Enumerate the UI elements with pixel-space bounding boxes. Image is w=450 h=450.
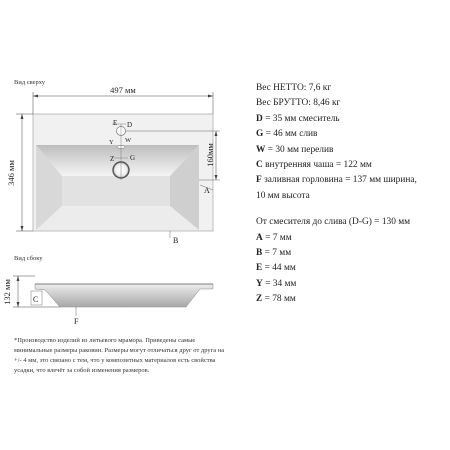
top-view [16,92,220,238]
measure-e-key: E [256,263,263,274]
spec-c-text: внутренняя чаша = 122 мм [262,160,372,171]
footnote-line-3: +/- 4 мм, это связано с тем, что у композитных материалов есть свойства [14,357,216,364]
spec-g [256,127,446,142]
spec-d [256,112,446,127]
spec-g-key: G [256,129,264,140]
spec-c [256,158,446,173]
measure-z-key: Z [256,294,263,305]
measure-z [256,292,446,307]
faucet-label: 160мм [205,143,215,167]
side-view-label: Вид сбоку [14,255,43,262]
footnote [14,336,304,376]
spec-w [256,143,446,158]
spec-d-text: = 35 мм смеситель [262,113,340,124]
measure-e [256,261,446,276]
spec-f-key: F [256,175,262,186]
letter-a: A [204,186,210,195]
width-label: 497 мм [110,85,136,95]
measure-b [256,246,446,261]
letter-c: C [33,295,39,304]
spec-f-text: заливная горловина = 137 мм ширина, [261,175,417,186]
depth-label: 346 мм [6,160,16,186]
spec-g-text: = 46 мм слив [263,129,318,140]
side-view [13,276,213,316]
spec-f [256,173,446,188]
side-profile [35,284,213,307]
letter-z: Z [110,155,115,163]
letter-d: D [127,121,133,129]
spec-w-text: = 30 мм перелив [265,144,334,155]
measure-e-text: = 44 мм [262,263,296,274]
spec-w-key: W [256,144,266,155]
footnote-line-2: минимальные размеры раковин. Размеры могут отличаться друг от друга на [14,347,225,354]
footnote-line-4: усадки, что влечёт за собой изменения размеров. [14,367,150,374]
letter-f: F [74,317,79,326]
measure-y-key: Y [256,278,263,289]
measure-b-key: B [256,248,263,259]
spec-f-continuation: 10 мм высота [256,190,310,201]
letter-b: B [173,236,179,245]
arrow-h-bottom [17,302,20,307]
net-weight: Вес НЕТТО: 7,6 кг [256,83,332,93]
spec-d-key: D [256,113,263,124]
spec-c-key: C [256,160,263,171]
arrow-top [21,114,24,119]
measure-a-key: A [256,232,263,243]
spec-distance: От смесителя до слива (D-G) = 130 мм [256,217,411,228]
measure-a-text: = 7 мм [262,232,292,243]
letter-e: E [113,119,118,127]
footnote-line-1: *Производство изделий из литьевого мрамора. Приведены самые [14,337,196,344]
measure-z-text: = 78 мм [262,294,296,305]
measure-b-text: = 7 мм [262,248,292,259]
top-view-label: Вид сверху [14,79,46,86]
bowl-floor [62,176,170,206]
letter-g: G [130,154,136,162]
spec-gap [256,204,446,215]
arrow-bottom [21,226,24,231]
letter-y: Y [109,139,114,146]
spec-list [256,81,446,308]
arrow-faucet-top [215,131,218,136]
arrow-faucet-bottom [215,175,218,180]
measure-y [256,277,446,292]
arrow-left [33,95,38,98]
letter-w: W [125,137,132,144]
height-label: 132 мм [2,279,12,305]
arrow-h-top [17,276,20,281]
measure-y-text: = 34 мм [262,278,297,289]
arrow-right [208,95,213,98]
gross-weight: Вес БРУТТО: 8,46 кг [256,98,341,109]
measure-a [256,231,446,246]
